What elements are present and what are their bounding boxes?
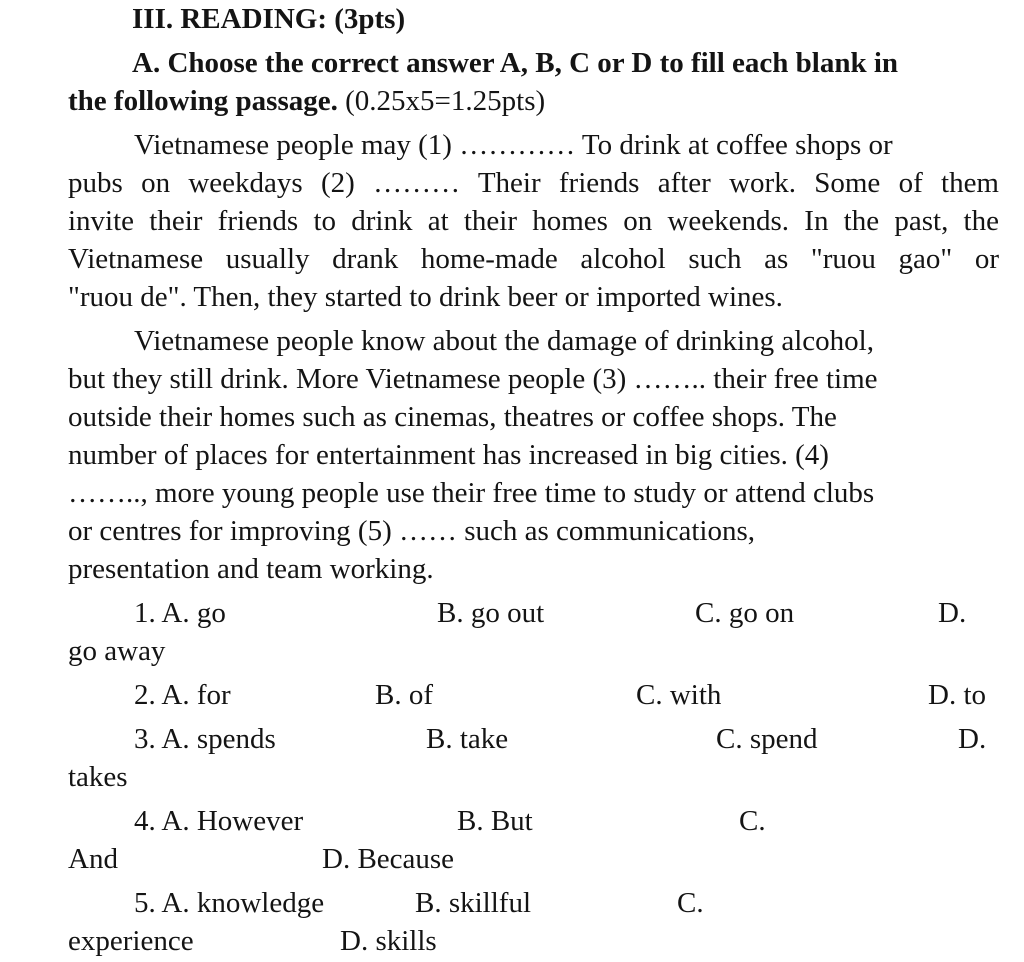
- passage-p2-line: presentation and team working.: [68, 553, 434, 585]
- option-b: B. But: [457, 805, 533, 837]
- question-number: 1.: [134, 597, 156, 629]
- option-c-wrap: experience: [68, 925, 194, 957]
- option-d-wrap: go away: [68, 635, 166, 667]
- question-4-number: [134, 802, 303, 840]
- option-b: B. take: [426, 723, 509, 755]
- option-c: C.: [739, 805, 766, 837]
- option-c-wrap: And: [68, 843, 118, 875]
- option-c: C.: [677, 887, 704, 919]
- passage-p2-line: or centres for improving (5) …… such as communications,: [68, 515, 755, 547]
- option-c: C. with: [636, 679, 722, 711]
- passage-p1-line: Vietnamese usually drank home-made alcohol such as "ruou gao" or: [68, 243, 999, 275]
- passage-p2-line: …….., more young people use their free time to study or attend clubs: [68, 477, 875, 509]
- instruction-points: (0.25x5=1.25pts): [345, 85, 546, 117]
- option-d: D. skills: [340, 925, 437, 957]
- question-number: 4.: [134, 805, 156, 837]
- option-a: A. knowledge: [161, 887, 325, 919]
- question-1-number: [134, 594, 226, 632]
- option-a: A. for: [161, 679, 231, 711]
- question-number: 2.: [134, 679, 156, 711]
- option-b: B. go out: [437, 597, 545, 629]
- passage-p2-line: but they still drink. More Vietnamese people (3) …….. their free time: [68, 363, 878, 395]
- option-d: D. to: [928, 679, 986, 711]
- passage-p2-line: outside their homes such as cinemas, theatres or coffee shops. The: [68, 401, 837, 433]
- question-3-number: [134, 720, 276, 758]
- question-5-number: [134, 884, 324, 922]
- option-d: D. Because: [322, 843, 455, 875]
- instruction-line-1: A. Choose the correct answer A, B, C or D to fill each blank in: [132, 47, 899, 79]
- option-d: D.: [958, 723, 987, 755]
- option-b: B. skillful: [415, 887, 532, 919]
- option-d: D.: [938, 597, 967, 629]
- passage-p2-line: number of places for entertainment has increased in big cities. (4): [68, 439, 829, 471]
- option-a: A. However: [161, 805, 304, 837]
- option-c: C. go on: [695, 597, 795, 629]
- question-number: 3.: [134, 723, 156, 755]
- passage-p1-line: pubs on weekdays (2) ……… Their friends after work. Some of them: [68, 167, 999, 199]
- passage-p1-line: invite their friends to drink at their homes on weekends. In the past, the: [68, 205, 999, 237]
- option-d-wrap: takes: [68, 761, 128, 793]
- question-number: 5.: [134, 887, 156, 919]
- passage-p2-line: Vietnamese people know about the damage of drinking alcohol,: [134, 325, 874, 357]
- option-c: C. spend: [716, 723, 818, 755]
- option-a: A. go: [161, 597, 226, 629]
- passage-p1-line: Vietnamese people may (1) ………… To drink at coffee shops or: [134, 129, 893, 161]
- instruction-line-2-bold: the following passage.: [68, 85, 338, 117]
- instruction-line-2: [68, 82, 545, 120]
- question-2-number: [134, 676, 231, 714]
- passage-p1-line: "ruou de". Then, they started to drink beer or imported wines.: [68, 281, 783, 313]
- section-title: III. READING: (3pts): [132, 3, 406, 35]
- option-b: B. of: [375, 679, 433, 711]
- option-a: A. spends: [161, 723, 276, 755]
